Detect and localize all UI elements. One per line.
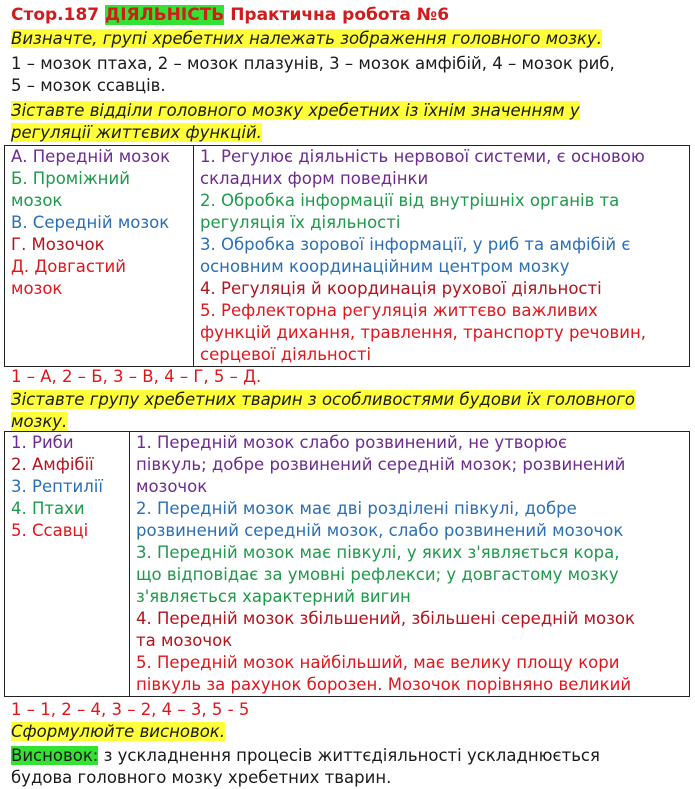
function-5-cont2: серцевої діяльності [200, 345, 372, 364]
group-fish: 1. Риби [11, 433, 74, 452]
group-birds: 4. Птахи [11, 499, 85, 518]
conclusion-label: Висновок: [11, 746, 99, 765]
conclusion-line2: будова головного мозку хребетних тварин. [11, 768, 392, 787]
page-number: Стор.187 [11, 5, 100, 25]
feature-2-cont: розвинений середній мозок, слабо розвинений мозочок [136, 521, 624, 540]
section-g: Г. Мозочок [11, 235, 105, 254]
section-v: В. Середній мозок [11, 213, 170, 232]
feature-5-cont: півкуль за рахунок борозен. Мозочок порівняно великий [136, 675, 632, 694]
group-reptiles: 3. Рептилії [11, 477, 103, 496]
function-3-cont: основним координаційним центром мозку [200, 257, 570, 276]
task1-answer-line1: 1 – мозок птаха, 2 – мозок плазунів, 3 – мозок амфібій, 4 – мозок риб, [11, 54, 615, 73]
practical-work-title: Практична робота №6 [230, 5, 450, 25]
task3-answer: 1 – 1, 2 – 4, 3 – 2, 4 – 3, 5 - 5 [11, 700, 250, 719]
section-b-cont: мозок [11, 191, 63, 210]
task3-prompt-line2: мозку. [11, 412, 68, 431]
feature-1: 1. Передній мозок слабо розвинений, не утворює [136, 433, 568, 452]
task1-prompt: Визначте, групі хребетних належать зображення головного мозку. [11, 29, 602, 48]
group-amphibians: 2. Амфібії [11, 455, 94, 474]
section-d-cont: мозок [11, 279, 63, 298]
function-5: 5. Рефлекторна регуляція життєво важливих [200, 301, 598, 320]
task1-answer-line2: 5 – мозок ссавців. [11, 76, 166, 95]
function-3: 3. Обробка зорової інформації, у риб та амфібій є [200, 235, 631, 254]
function-4: 4. Регуляція й координація рухової діяльності [200, 279, 602, 298]
function-5-cont: функцій дихання, травлення, транспорту речовин, [200, 323, 646, 342]
conclusion-line1 [11, 745, 600, 767]
animal-groups-table [4, 431, 690, 697]
section-b: Б. Проміжний [11, 169, 130, 188]
conclusion-text: з ускладнення процесів життєдіяльності ускладнюється [98, 746, 600, 765]
feature-3: 3. Передній мозок має півкулі, у яких з'являється кора, [136, 543, 620, 562]
task2-prompt-line2: регуляції життєвих функцій. [11, 123, 262, 142]
feature-4-cont: та мозочок [136, 631, 233, 650]
feature-3-cont: що відповідає за умовні рефлекси; у довгастому мозку [136, 565, 619, 584]
animal-groups-column [5, 432, 130, 697]
function-2-cont: регуляція їх діяльності [200, 213, 401, 232]
group-mammals: 5. Ссавці [11, 521, 89, 540]
activity-label: ДІЯЛЬНІСТЬ [105, 5, 225, 25]
feature-1-cont: півкуль; добре розвинений середній мозок; розвинений [136, 455, 626, 474]
brain-sections-table [4, 145, 690, 367]
task2-prompt-line1: Зіставте відділи головного мозку хребетних із їхнім значенням у [11, 101, 580, 120]
task2-answer: 1 – А, 2 – Б, 3 – В, 4 – Г, 5 – Д. [11, 367, 262, 386]
feature-4: 4. Передній мозок збільшений, збільшені середній мозок [136, 609, 635, 628]
function-2: 2. Обробка інформації від внутрішніх органів та [200, 191, 620, 210]
page-header [11, 4, 449, 26]
feature-2: 2. Передній мозок має дві розділені півкулі, добре [136, 499, 577, 518]
function-1: 1. Регулює діяльність нервової системи, є основою [200, 147, 645, 166]
function-1-cont: складних форм поведінки [200, 169, 429, 188]
conclusion-prompt: Сформулюйте висновок. [11, 722, 226, 741]
section-a: А. Передній мозок [11, 147, 171, 166]
feature-3-cont2: з'являється характерний вигин [136, 587, 411, 606]
brain-features-column [130, 432, 690, 697]
brain-sections-column [5, 146, 194, 367]
section-d: Д. Довгастий [11, 257, 127, 276]
functions-column [194, 146, 690, 367]
feature-1-cont2: мозочок [136, 477, 208, 496]
task3-prompt-line1: Зіставте групу хребетних тварин з особливостями будови їх головного [11, 390, 635, 409]
feature-5: 5. Передній мозок найбільший, має велику площу кори [136, 653, 620, 672]
